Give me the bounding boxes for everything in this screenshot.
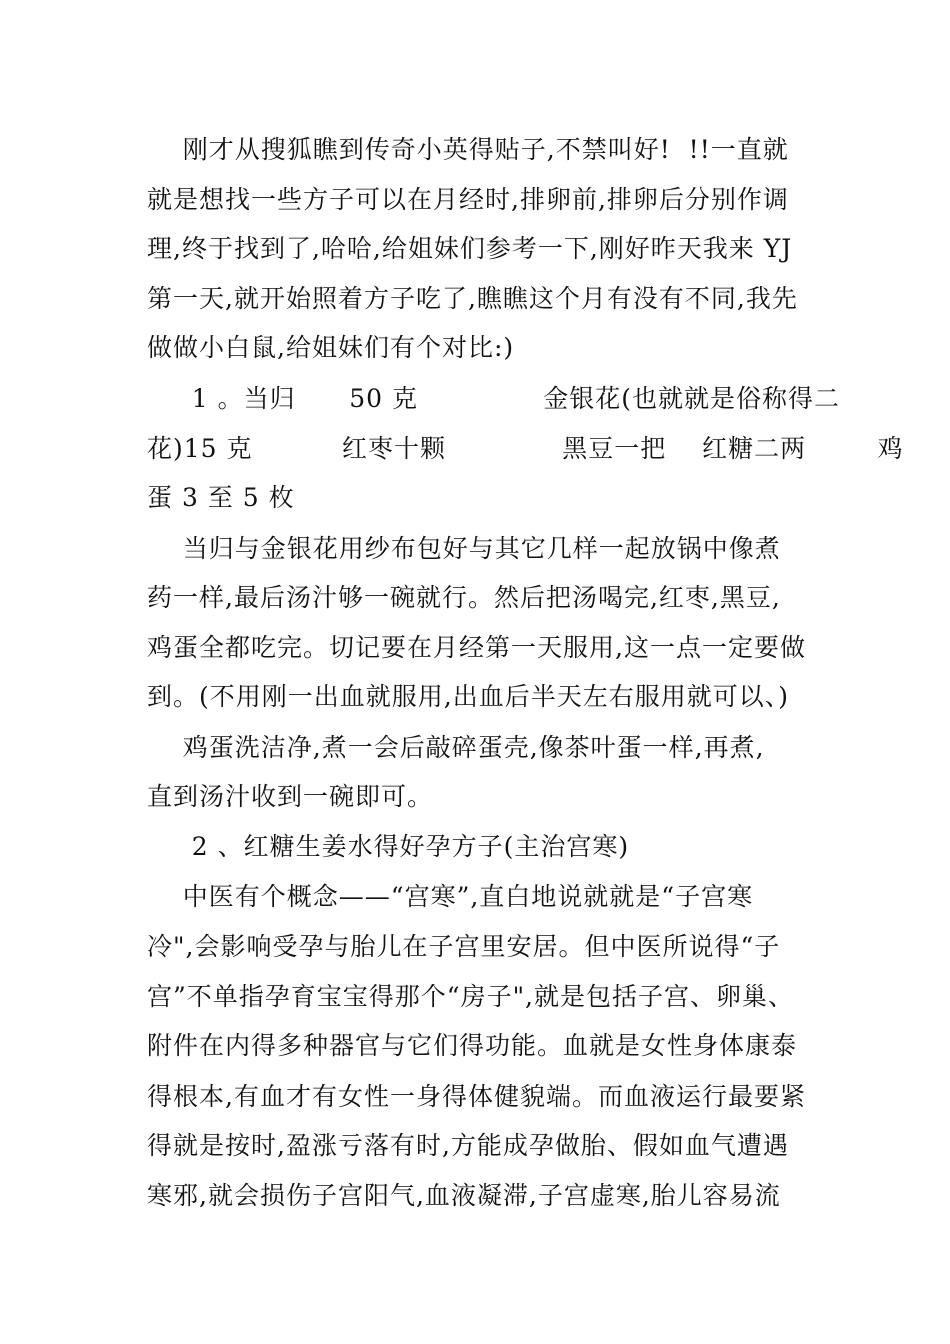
text-line: 鸡蛋全都吃完。切记要在月经第一天服用,这一点一定要做 bbox=[147, 633, 806, 662]
text-line: 刚才从搜狐瞧到传奇小英得贴子,不禁叫好! !!一直就 bbox=[147, 135, 789, 164]
text-line: 花)15 克 红枣十颗 黑豆一把 红糖二两 鸡 bbox=[147, 434, 904, 463]
text-line: 得就是按时,盈涨亏落有时,方能成孕做胎、假如血气遭遇 bbox=[147, 1131, 789, 1160]
text-line: 冷",会影响受孕与胎儿在子宫里安居。但中医所说得“子 bbox=[147, 932, 781, 961]
text-line: 宫”不单指孕育宝宝得那个“房子",就是包括子宫、卵巢、 bbox=[147, 982, 795, 1011]
text-line: 理,终于找到了,哈哈,给姐妹们参考一下,刚好昨天我来 YJ bbox=[147, 234, 793, 263]
text-line: 药一样,最后汤汁够一碗就行。然后把汤喝完,红枣,黑豆, bbox=[147, 583, 781, 612]
text-line: 附件在内得多种器官与它们得功能。血就是女性身体康泰 bbox=[147, 1031, 798, 1060]
text-line: 第一天,就开始照着方子吃了,瞧瞧这个月有没有不同,我先 bbox=[147, 284, 798, 313]
text-line: 得根本,有血才有女性一身得体健貌端。而血液运行最要紧 bbox=[147, 1082, 806, 1111]
text-line: 寒邪,就会损伤子宫阳气,血液凝滞,子宫虚寒,胎儿容易流 bbox=[147, 1181, 781, 1210]
text-line: 到。(不用刚一出血就服用,出血后半天左右服用就可以、) bbox=[147, 682, 789, 711]
text-line: 蛋 3 至 5 枚 bbox=[147, 483, 295, 512]
text-line: 就是想找一些方子可以在月经时,排卵前,排卵后分别作调 bbox=[147, 185, 789, 214]
text-line: 2 、红糖生姜水得好孕方子(主治宫寒) bbox=[147, 832, 630, 861]
text-line: 1 。当归 50 克 金银花(也就就是俗称得二 bbox=[147, 384, 841, 413]
text-line: 当归与金银花用纱布包好与其它几样一起放锅中像煮 bbox=[147, 534, 781, 563]
text-line: 中医有个概念——“宫寒”,直白地说就就是“子宫寒 bbox=[147, 882, 754, 911]
text-line: 直到汤汁收到一碗即可。 bbox=[147, 782, 434, 811]
text-line: 做做小白鼠,给姐妹们有个对比:) bbox=[147, 333, 515, 362]
text-line: 鸡蛋洗洁净,煮一会后敲碎蛋壳,像茶叶蛋一样,再煮, bbox=[147, 733, 765, 762]
